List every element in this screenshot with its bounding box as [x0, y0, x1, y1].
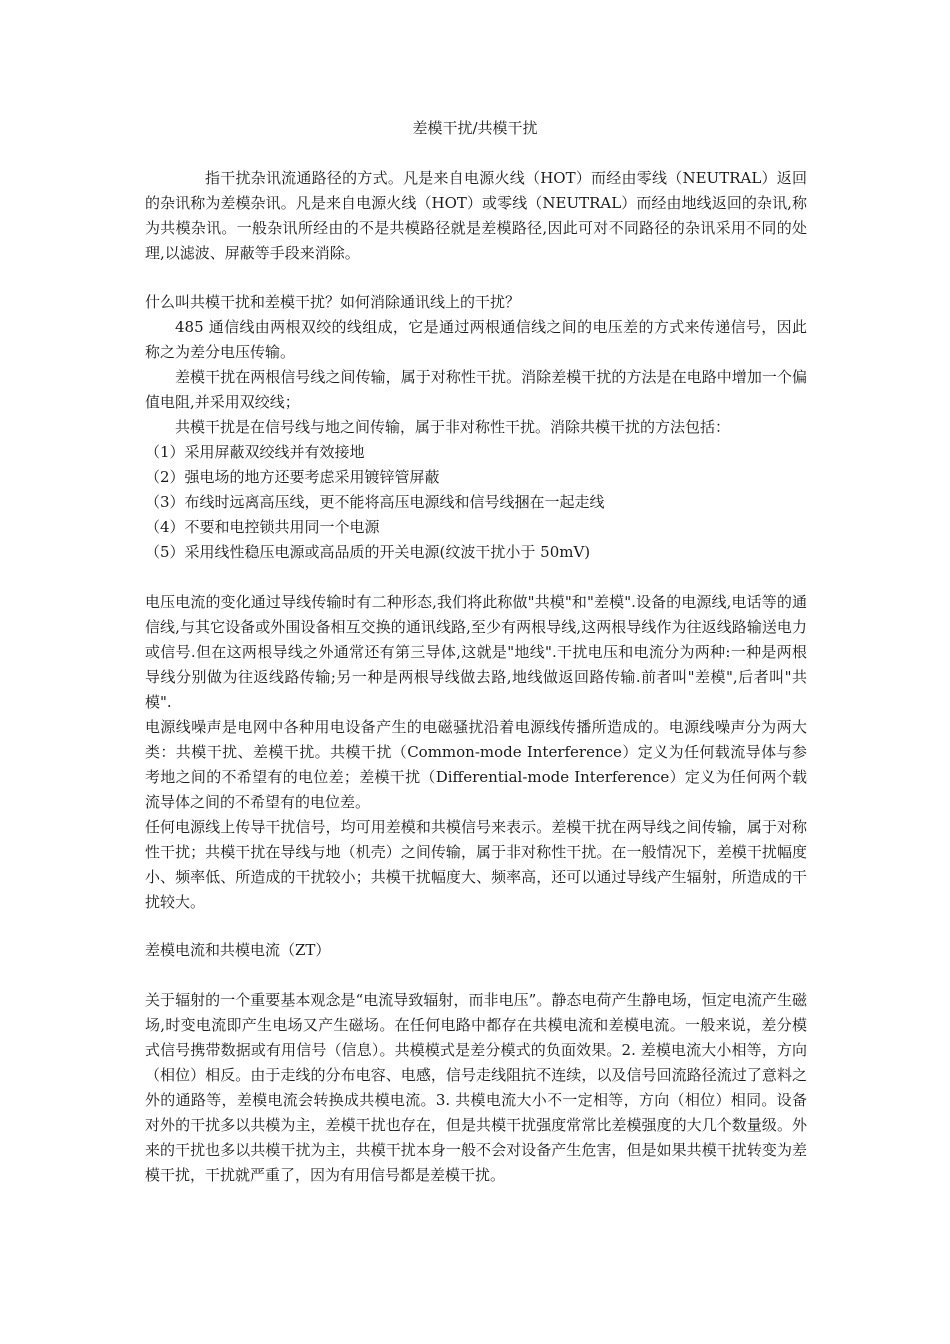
paragraph-power-noise: 电源线噪声是电网中各种用电设备产生的电磁骚扰沿着电源线传播所造成的。电源线噪声分为两大类：共模干扰、差模干扰。共模干扰（Common-mode Interference）定义为任何载流导体与参考地之间的不希望有的电位差；差模干扰（Differential-mode Interference）定义为任何两个载流导体之间的不希望有的电位差。 [145, 718, 807, 811]
paragraph-current: 关于辐射的一个重要基本观念是“电流导致辐射，而非电压”。静态电荷产生静电场，恒定电流产生磁场,时变电流即产生电场又产生磁场。在任何电路中都存在共模电流和差模电流。一般来说，差分模式信号携带数据或有用信号（信息）。共模模式是差分模式的负面效果。2. 差模电流大小相等，方向（相位）相反。由于走线的分布电容、电感，信号走线阻抗不连续，以及信号回流路径流过了意料之外的通路等，差模电流会转换成共模电流。3. 共模电流大小不一定相等，方向（相位）相同。设备对外的干扰多以共模为主，差模干扰也存在，但是共模干扰强度常常比差模强度的大几个数量级。外来的干扰也多以共模干扰为主，共模干扰本身一般不会对设备产生危害，但是如果共模干扰转变为差模干扰，干扰就严重了，因为有用信号都是差模干扰。 [145, 991, 807, 1184]
intro-paragraph: 指干扰杂讯流通路径的方式。凡是来自电源火线（HOT）而经由零线（NEUTRAL）返回的杂讯称为差模杂讯。凡是来自电源火线（HOT）或零线（NEUTRAL）而经由地线返回的杂讯,称为共模杂讯。一般杂讯所经由的不是共模路径就是差模路径,因此可对不同路径的杂讯采用不同的处理,以滤波、屏蔽等手段来消除。 [145, 169, 807, 262]
paragraph-485: 485 通信线由两根双绞的线组成，它是通过两根通信线之间的电压差的方式来传递信号，因此称之为差分电压传输。 [145, 318, 807, 361]
section-interference-faq [145, 290, 807, 565]
list-item: （3）布线时远离高压线，更不能将高压电源线和信号线捆在一起走线 [145, 493, 605, 511]
section3-heading: 差模电流和共模电流（ZT） [145, 941, 331, 959]
list-item: （2）强电场的地方还要考虑采用镀锌管屏蔽 [145, 468, 440, 486]
paragraph-modes: 电压电流的变化通过导线传输时有二种形态,我们将此称做"共模"和"差模".设备的电源线,电话等的通信线,与其它设备或外围设备相互交换的通讯线路,至少有两根导线,这两根导线作为往返线路输送电力或信号.但在这两根导线之外通常还有第三导体,这就是"地线".干扰电压和电流分为两种:一种是两根导线分别做为往返线路传输;另一种是两根导线做去路,地线做返回路传输.前者叫"差模",后者叫"共模". [145, 593, 807, 711]
page-title: 差模干扰/共模干扰 [412, 119, 538, 137]
section-modes [145, 590, 807, 915]
list-item: （5）采用线性稳压电源或高品质的开关电源(纹波干扰小于 50mV) [145, 543, 591, 561]
paragraph-differential: 差模干扰在两根信号线之间传输，属于对称性干扰。消除差模干扰的方法是在电路中增加一个偏值电阻,并采用双绞线； [145, 368, 807, 411]
list-item: （1）采用屏蔽双绞线并有效接地 [145, 443, 365, 461]
paragraph-common: 共模干扰是在信号线与地之间传输，属于非对称性干扰。消除共模干扰的方法包括： [175, 418, 731, 436]
paragraph-conducted: 任何电源线上传导干扰信号，均可用差模和共模信号来表示。差模干扰在两导线之间传输，属于对称性干扰；共模干扰在导线与地（机壳）之间传输，属于非对称性干扰。在一般情况下，差模干扰幅度小、频率低、所造成的干扰较小；共模干扰幅度大、频率高，还可以通过导线产生辐射，所造成的干扰较大。 [145, 818, 807, 911]
list-item: （4）不要和电控锁共用同一个电源 [145, 518, 380, 536]
section-heading: 什么叫共模干扰和差模干扰？如何消除通讯线上的干扰？ [145, 293, 521, 311]
